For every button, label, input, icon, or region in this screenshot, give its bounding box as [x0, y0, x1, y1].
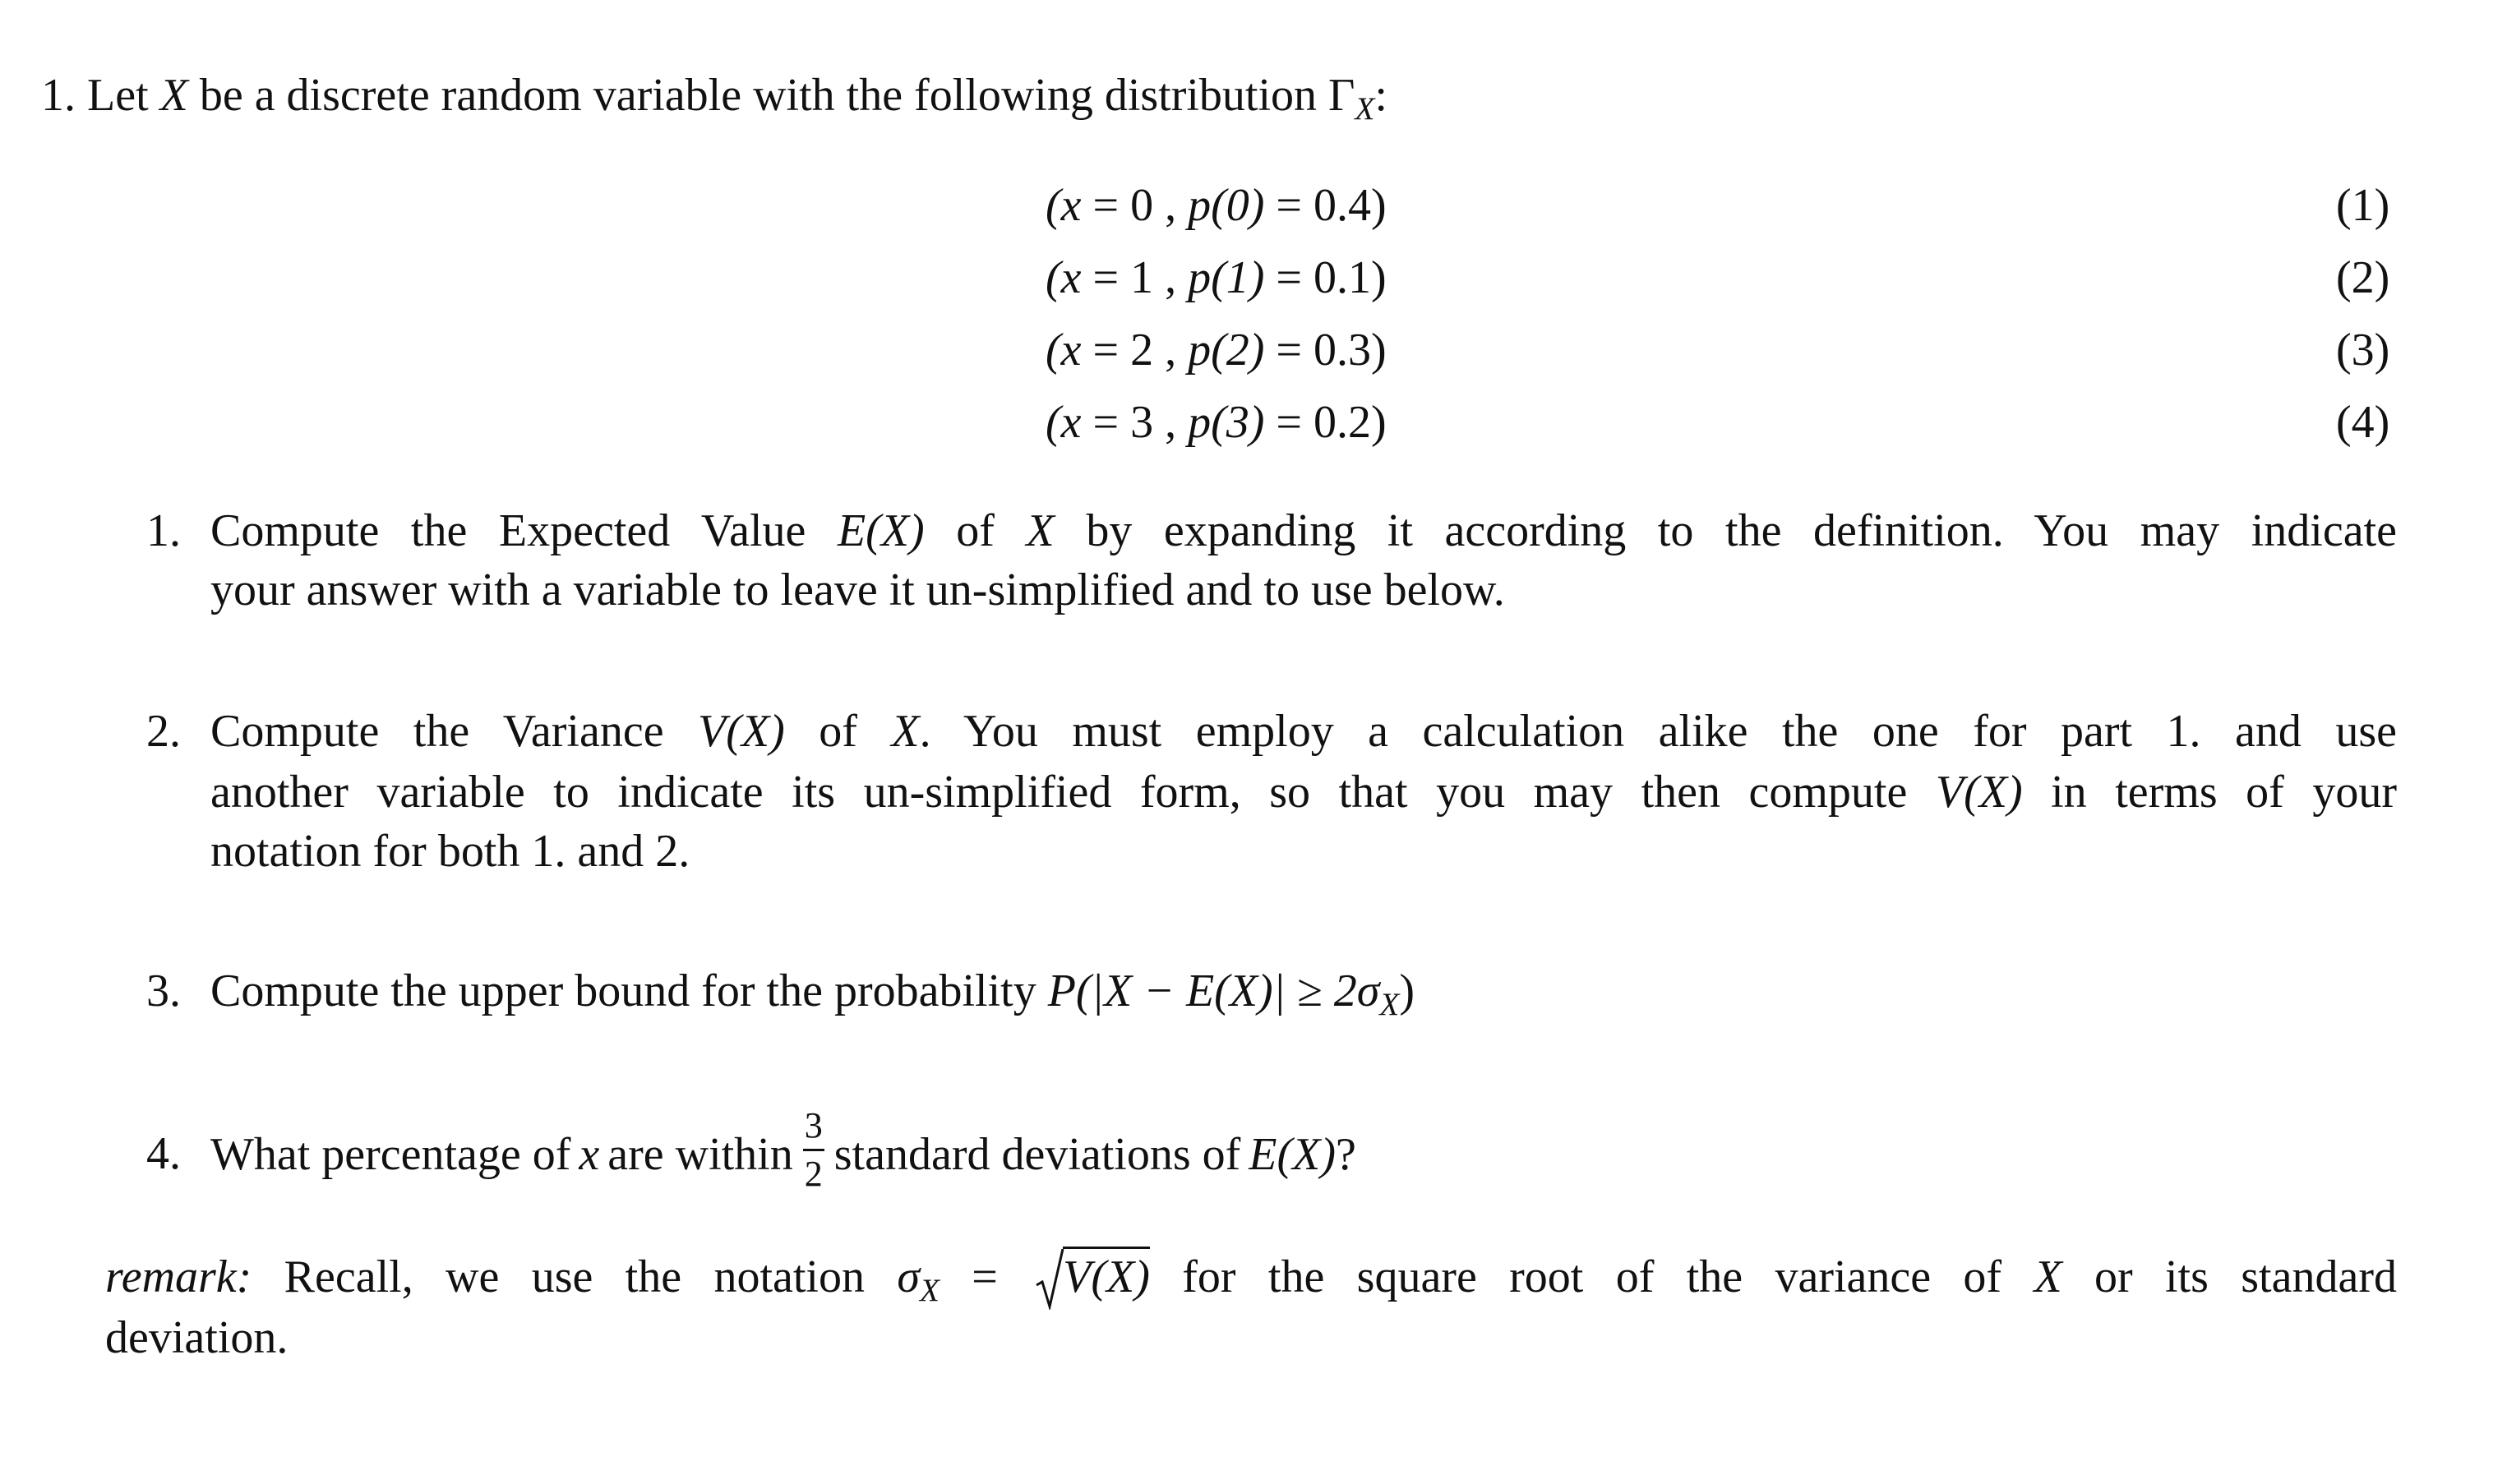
p-value: 0.3) — [1314, 325, 1387, 376]
part-4-question-mark: ? — [1336, 1129, 1356, 1180]
part-4-text: What percentage of — [210, 1129, 571, 1180]
part-1-text: by expanding it according to the definition. You may indicate — [1054, 505, 2397, 556]
part-3-probability: P(|X − E(X)| ≥ 2σ — [1047, 966, 1380, 1016]
distribution-row — [1046, 252, 1387, 303]
remark-sigma-sub: X — [919, 1272, 940, 1308]
equals: = — [1264, 252, 1314, 303]
problem-intro — [41, 72, 1387, 125]
remark-line-2: deviation. — [105, 1312, 289, 1363]
part-2-line-1 — [210, 706, 2397, 757]
p-value: 0.1) — [1314, 252, 1387, 303]
part-4-variable: x — [579, 1129, 600, 1180]
part-4-text: standard deviations of — [833, 1129, 1241, 1180]
separator: , — [1153, 252, 1189, 303]
remark-text: or its standard — [2061, 1251, 2397, 1302]
equals: = — [1264, 180, 1314, 231]
remark-label: remark: — [105, 1251, 252, 1302]
intro-text-mid: be a discrete random variable with the following distribution — [187, 70, 1329, 121]
separator: , — [1153, 325, 1189, 376]
equation-tag: (3) — [2336, 325, 2390, 376]
part-2-text: . You must employ a calculation alike the one for part 1. and use — [919, 706, 2397, 757]
part-1-line-2: your answer with a variable to leave it un-simplified and to use below. — [210, 565, 1505, 615]
part-2-variable: X — [891, 706, 920, 757]
x-label: (x — [1046, 325, 1082, 376]
fraction-denominator: 2 — [804, 1153, 823, 1194]
equals: = — [1081, 325, 1131, 376]
intro-gamma: Γ — [1328, 70, 1355, 121]
square-root — [1035, 1251, 1150, 1302]
part-4-line — [210, 1093, 1356, 1216]
radical-sign-icon — [1035, 1249, 1064, 1310]
x-label: (x — [1046, 180, 1082, 231]
part-1-expected-value: E(X) — [837, 505, 925, 556]
remark-radicand: V(X) — [1063, 1247, 1150, 1300]
part-1-number: 1. — [146, 505, 181, 556]
x-value: 2 — [1130, 325, 1154, 376]
p-label: p(3) — [1188, 397, 1265, 448]
x-value: 3 — [1130, 397, 1154, 448]
part-2-text: another variable to indicate its un-simplified form, so that you may then compute — [210, 767, 1936, 818]
p-label: p(0) — [1188, 180, 1265, 231]
x-value: 0 — [1130, 180, 1154, 231]
fraction-numerator: 3 — [804, 1104, 823, 1145]
distribution-row — [1046, 397, 1387, 448]
distribution-row — [1046, 180, 1387, 231]
equation-tag: (4) — [2336, 397, 2390, 448]
three-halves-fraction — [803, 1104, 824, 1194]
part-2-number: 2. — [146, 706, 181, 757]
intro-variable: X — [159, 70, 188, 121]
equals: = — [1264, 325, 1314, 376]
equals: = — [1081, 180, 1131, 231]
p-value: 0.2) — [1314, 397, 1387, 448]
part-1-text: Compute the Expected Value — [210, 505, 838, 556]
x-value: 1 — [1130, 252, 1154, 303]
intro-text-pre: Let — [87, 70, 160, 121]
separator: , — [1153, 180, 1189, 231]
part-4-text: are within — [607, 1129, 793, 1180]
distribution-row — [1046, 325, 1387, 376]
part-2-variance: V(X) — [1935, 767, 2023, 818]
part-2-line-3: notation for both 1. and 2. — [210, 826, 690, 877]
part-2-text: in terms of your — [2022, 767, 2397, 818]
intro-gamma-sub: X — [1355, 90, 1375, 127]
intro-colon: : — [1374, 70, 1387, 121]
part-3-text: Compute the upper bound for the probability — [210, 966, 1048, 1016]
part-2-text: of — [784, 706, 892, 757]
remark-text: Recall, we use the notation — [252, 1251, 898, 1302]
x-label: (x — [1046, 252, 1082, 303]
part-3-number: 3. — [146, 966, 181, 1016]
equation-tag: (2) — [2336, 252, 2390, 303]
part-4-number: 4. — [146, 1128, 181, 1179]
p-label: p(1) — [1188, 252, 1265, 303]
remark-equals: = — [939, 1251, 1031, 1302]
remark-sigma: σ — [897, 1251, 920, 1302]
part-4-expected-value: E(X) — [1249, 1129, 1337, 1180]
part-3-sigma-sub: X — [1379, 986, 1400, 1022]
remark-text: for the square root of the variance of — [1149, 1251, 2034, 1302]
part-2-variance: V(X) — [698, 706, 785, 757]
equals: = — [1081, 252, 1131, 303]
part-2-text: Compute the Variance — [210, 706, 699, 757]
problem-number: 1. — [41, 70, 76, 121]
part-3-line — [210, 968, 1415, 1021]
part-1-variable: X — [1026, 505, 1055, 556]
equals: = — [1081, 397, 1131, 448]
p-label: p(2) — [1188, 325, 1265, 376]
part-3-close-paren: ) — [1399, 966, 1415, 1016]
equation-tag: (1) — [2336, 180, 2390, 231]
remark-variable: X — [2034, 1251, 2062, 1302]
remark-line-1 — [105, 1251, 2397, 1308]
x-label: (x — [1046, 397, 1082, 448]
part-2-line-2 — [210, 767, 2397, 818]
part-1-text: of — [924, 505, 1027, 556]
equals: = — [1264, 397, 1314, 448]
p-value: 0.4) — [1314, 180, 1387, 231]
part-1-line-1 — [210, 505, 2397, 556]
separator: , — [1153, 397, 1189, 448]
